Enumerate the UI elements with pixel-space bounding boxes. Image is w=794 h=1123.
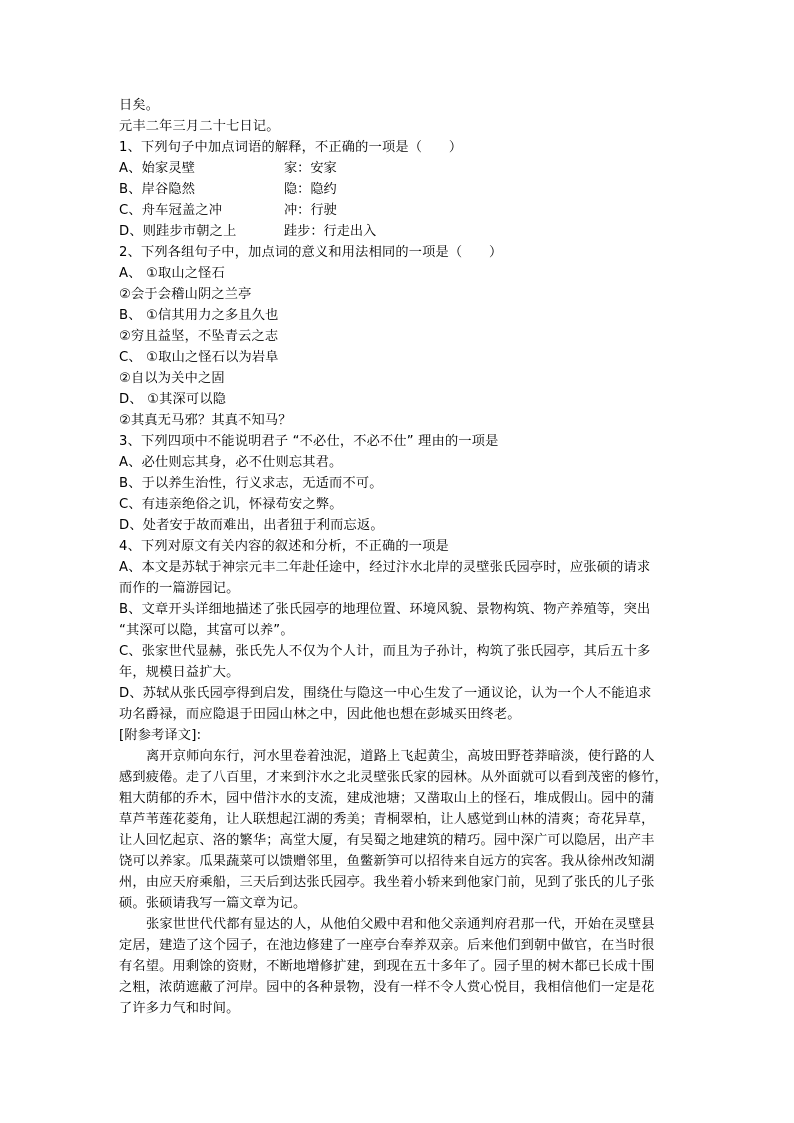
translation-line: 饶可以养家。瓜果蔬菜可以馈赠邻里，鱼鳖新笋可以招待来自远方的宾客。我从徐州改知湖 (119, 854, 655, 869)
q1-option-d: D、则跬步市朝之上 (119, 224, 237, 239)
question-2-stem: 2、下列各组句子中，加点词的意义和用法相同的一项是（ ） (119, 245, 503, 260)
translation-line: 有名望。用剩馀的资财，不断地增修扩建，到现在五十多年了。园子里的树木都已长成十围 (119, 959, 655, 974)
translation-line: 张家世世代代都有显达的人，从他伯父殿中君和他父亲通判府君那一代，开始在灵壁县 (146, 917, 655, 932)
q1-option-b-gloss: 隐：隐约 (284, 182, 337, 197)
text-line: 日矣。 (119, 98, 160, 113)
q2-line: ②会于会稽山阴之兰亭 (119, 287, 252, 302)
q4-line: A、本文是苏轼于神宗元丰二年赴任途中，经过汴水北岸的灵壁张氏园亭时，应张硕的请求 (119, 560, 651, 575)
translation-line: 州，由应天府乘船，三天后到达张氏园亭。我坐着小轿来到他家门前，见到了张氏的儿子张 (119, 875, 655, 890)
q2-line: C、 ①取山之怪石以为岩阜 (119, 350, 279, 365)
q2-line: ②自以为关中之固 (119, 371, 225, 386)
q1-option-a-gloss: 家：安家 (284, 161, 337, 176)
q3-line: D、处者安于故而难出，出者狃于利而忘返。 (119, 518, 384, 533)
q4-line: D、苏轼从张氏园亭得到启发，围绕仕与隐这一中心生发了一通议论，认为一个人不能追求 (119, 686, 652, 701)
question-4-stem: 4、下列对原文有关内容的叙述和分析，不正确的一项是 (119, 539, 449, 554)
q1-option-b: B、岸谷隐然 (119, 182, 196, 197)
translation-line: 让人回忆起京、洛的繁华；高堂大厦，有吴蜀之地建筑的精巧。园中深广可以隐居，出产丰 (119, 833, 655, 848)
translation-line: 感到疲倦。走了八百里，才来到汴水之北灵壁张氏家的园林。从外面就可以看到茂密的修竹， (119, 770, 668, 785)
text-line: 元丰二年三月二十七日记。 (119, 119, 280, 134)
q3-line: B、于以养生治性，行义求志，无适而不可。 (119, 476, 383, 491)
q1-option-a: A、始家灵壁 (119, 161, 196, 176)
q4-line: 年，规模日益扩大。 (119, 665, 240, 680)
q4-line: B、文章开头详细地描述了张氏园亭的地理位置、环境风貌、景物构筑、物产养殖等，突出 (119, 602, 651, 617)
q4-line: “其深可以隐，其富可以养”。 (119, 623, 294, 638)
q2-line: D、 ①其深可以隐 (119, 392, 227, 407)
q2-line: ②其真无马邪？其真不知马？ (119, 413, 292, 428)
translation-line: 草芦苇莲花菱角，让人联想起江湖的秀美；青桐翠柏，让人感觉到山林的清爽；奇花异草， (119, 812, 655, 827)
q2-line: ②穷且益坚，不坠青云之志 (119, 329, 279, 344)
q1-option-c-gloss: 冲：行驶 (284, 203, 337, 218)
translation-line: 硕。张硕请我写一篇文章为记。 (119, 896, 307, 911)
translation-line: 离开京师向东行，河水里卷着浊泥，道路上飞起黄尘，高坡田野苍莽暗淡，使行路的人 (146, 749, 655, 764)
q4-line: 功名爵禄，而应隐退于田园山林之中，因此他也想在彭城买田终老。 (119, 707, 521, 722)
translation-line: 了许多力气和时间。 (119, 1001, 240, 1016)
q1-option-d-gloss: 跬步：行走出入 (284, 224, 377, 239)
translation-line: 之粗，浓荫遮蔽了河岸。园中的各种景物，没有一样不令人赏心悦目，我相信他们一定是花 (119, 980, 655, 995)
question-1-stem: 1、下列句子中加点词语的解释，不正确的一项是（ ） (119, 140, 463, 155)
question-3-stem: 3、下列四项中不能说明君子 “不必仕，不必不仕” 理由的一项是 (119, 434, 499, 449)
q1-option-c: C、舟车冠盖之冲 (119, 203, 223, 218)
q4-line: C、张家世代显赫，张氏先人不仅为个人计，而且为子孙计，构筑了张氏园亭，其后五十多 (119, 644, 651, 659)
q2-line: A、 ①取山之怪石 (119, 266, 225, 281)
translation-line: 粗大荫郁的乔木，园中借汴水的支流，建成池塘；又凿取山上的怪石，堆成假山。园中的蒲 (119, 791, 655, 806)
q3-line: C、有违亲绝俗之讥，怀禄苟安之弊。 (119, 497, 343, 512)
q2-line: B、 ①信其用力之多且久也 (119, 308, 279, 323)
q3-line: A、必仕则忘其身，必不仕则忘其君。 (119, 455, 343, 470)
q4-line: 而作的一篇游园记。 (119, 581, 240, 596)
translation-line: 定居，建造了这个园子，在池边修建了一座亭台奉养双亲。后来他们到朝中做官，在当时很 (119, 938, 655, 953)
translation-heading: [附参考译文]: (119, 728, 202, 743)
